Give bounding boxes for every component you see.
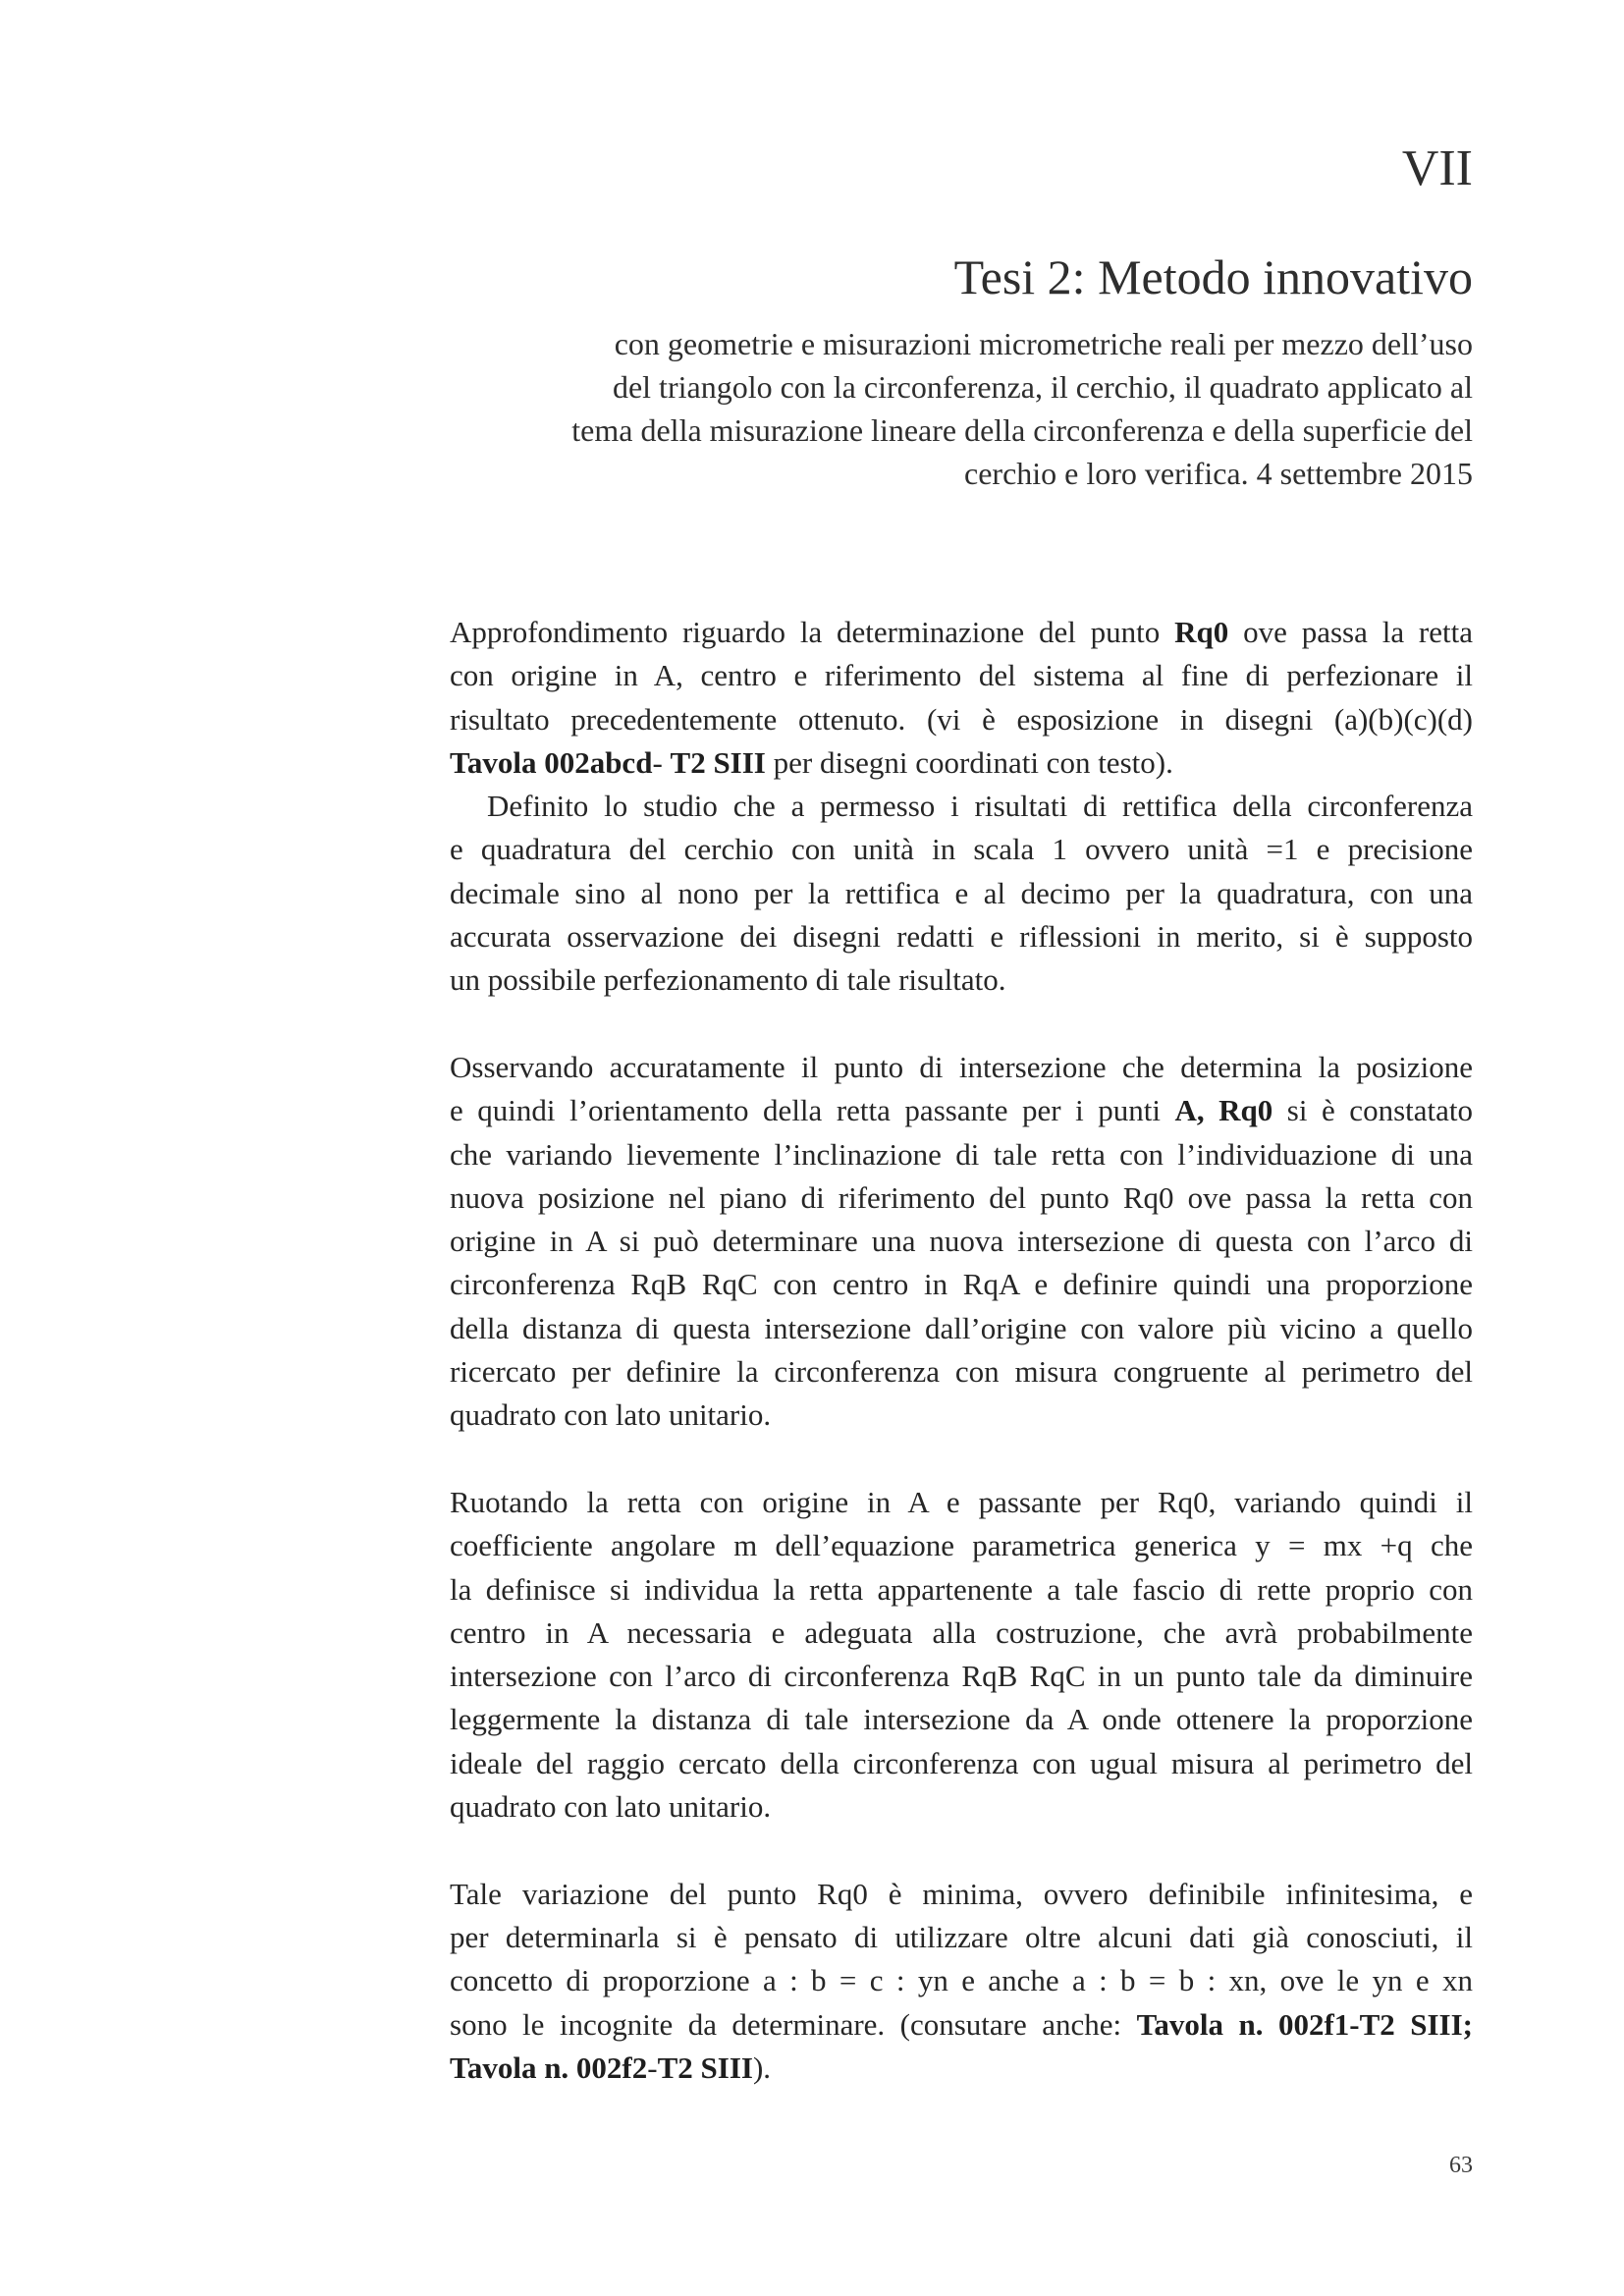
text-segment: risultato precedentemente ottenuto. (vi è esposizione in disegni (a)(b)(c)(d) — [450, 701, 1473, 737]
text-line — [450, 1307, 1473, 1350]
text-line — [450, 1394, 1473, 1437]
text-line — [450, 1742, 1473, 1785]
paragraph — [450, 1481, 1473, 1829]
text-line — [450, 1873, 1473, 1916]
text-line — [450, 785, 1473, 828]
text-segment: che variando lievemente l’inclinazione di tale retta con l’individuazione di una — [450, 1136, 1473, 1172]
text-line — [450, 1524, 1473, 1567]
paragraph-gap — [450, 1829, 1473, 1872]
text-line — [450, 2003, 1473, 2047]
paragraph — [450, 785, 1473, 1002]
text-segment: circonferenza RqB RqC con centro in RqA e definire quindi una proporzione — [450, 1267, 1473, 1302]
text-line — [450, 1481, 1473, 1524]
text-segment: concetto di proporzione a : b = c : yn e anche a : b = b : xn, ove le yn e xn — [450, 1963, 1473, 1998]
text-line — [450, 1263, 1473, 1306]
body-text — [450, 611, 1473, 2090]
text-line — [450, 1785, 1473, 1829]
bold-text: Tavola 002abcd — [450, 744, 653, 780]
bold-text: Tavola n. 002f1-T2 SIII; — [1136, 2006, 1473, 2042]
subtitle-line: tema della misurazione lineare della circonferenza e della superficie del — [571, 412, 1473, 448]
text-segment: sono le incognite da determinare. (consutare anche: — [450, 2006, 1137, 2042]
text-line — [450, 828, 1473, 871]
text-segment: per determinarla si è pensato di utilizzare oltre alcuni dati già conosciuti, il — [450, 1919, 1473, 1954]
text-segment: ove passa la retta — [1228, 615, 1473, 649]
text-segment: - — [647, 2050, 658, 2085]
subtitle-line: del triangolo con la circonferenza, il cerchio, il quadrato applicato al — [612, 369, 1473, 405]
text-line — [450, 1046, 1473, 1089]
text-segment: centro in A necessaria e adeguata alla costruzione, che avrà probabilmente — [450, 1614, 1473, 1650]
chapter-title: Tesi 2: Metodo innovativo — [953, 249, 1473, 304]
text-segment: ricercato per definire la circonferenza con misura congruente al perimetro del — [450, 1354, 1473, 1390]
text-line — [450, 1916, 1473, 1959]
text-segment: coefficiente angolare m dell’equazione parametrica generica y = mx +q che — [450, 1528, 1473, 1563]
text-segment: la definisce si individua la retta appartenente a tale fascio di rette proprio con — [450, 1571, 1473, 1607]
paragraph — [450, 611, 1473, 785]
text-segment: con origine in A, centro e riferimento del sistema al fine di perfezionare il — [450, 658, 1473, 693]
text-segment: Tale variazione del punto Rq0 è minima, ovvero definibile infinitesima, e — [450, 1876, 1473, 1911]
text-segment: intersezione con l’arco di circonferenza RqB RqC in un punto tale da diminuire — [450, 1659, 1473, 1694]
text-segment: ideale del raggio cercato della circonferenza con ugual misura al perimetro del — [450, 1745, 1473, 1780]
page-number: 63 — [1449, 2153, 1473, 2178]
text-segment: Ruotando la retta con origine in A e passante per Rq0, variando quindi il — [450, 1484, 1473, 1519]
text-line — [450, 1176, 1473, 1220]
text-line — [450, 1612, 1473, 1655]
bold-text: T2 SIII — [670, 744, 766, 780]
text-segment: - — [652, 744, 671, 780]
text-line — [450, 1959, 1473, 2002]
bold-text: A, Rq0 — [1174, 1093, 1273, 1128]
text-segment: Osservando accuratamente il punto di intersezione che determina la posizione — [450, 1049, 1473, 1084]
text-line — [450, 611, 1473, 654]
paragraph — [450, 1046, 1473, 1438]
bold-text: T2 SIII — [657, 2050, 753, 2085]
text-line — [450, 741, 1473, 785]
text-segment: decimale sino al nono per la rettifica e al decimo per la quadratura, con una — [450, 875, 1473, 910]
text-segment: Definito lo studio che a permesso i risultati di rettifica della circonferenza — [487, 789, 1473, 824]
text-segment: quadrato con lato unitario. — [450, 1397, 772, 1433]
subtitle-line: con geometrie e misurazioni micrometriche reali per mezzo dell’uso — [614, 326, 1473, 361]
text-segment: un possibile perfezionamento di tale risultato. — [450, 962, 1006, 998]
text-segment: origine in A si può determinare una nuova intersezione di questa con l’arco di — [450, 1224, 1473, 1259]
text-line — [450, 1568, 1473, 1612]
text-segment: e quindi l’orientamento della retta passante per i punti — [450, 1093, 1175, 1128]
text-segment: accurata osservazione dei disegni redatti e riflessioni in merito, si è supposto — [450, 919, 1473, 955]
text-segment: quadrato con lato unitario. — [450, 1789, 772, 1825]
text-segment: si è constatato — [1272, 1093, 1473, 1128]
subtitle-line: cerchio e loro verifica. 4 settembre 2015 — [964, 456, 1473, 491]
text-line — [450, 654, 1473, 697]
paragraph-gap — [450, 1438, 1473, 1481]
text-line — [450, 1220, 1473, 1263]
text-line — [450, 1350, 1473, 1394]
bold-text: Rq0 — [1174, 615, 1229, 649]
text-line — [450, 698, 1473, 741]
text-line — [450, 915, 1473, 958]
text-segment: Approfondimento riguardo la determinazione del punto — [450, 615, 1175, 649]
text-line — [450, 1655, 1473, 1698]
text-segment: della distanza di questa intersezione dall’origine con valore più vicino a quello — [450, 1310, 1473, 1345]
text-line — [450, 1133, 1473, 1176]
text-line — [450, 1089, 1473, 1132]
text-line — [450, 1698, 1473, 1741]
text-line — [450, 958, 1473, 1002]
text-line — [450, 872, 1473, 915]
text-segment: ). — [752, 2050, 772, 2085]
chapter-subtitle — [432, 322, 1473, 495]
text-segment: leggermente la distanza di tale intersezione da A onde ottenere la proporzione — [450, 1702, 1473, 1737]
text-line — [450, 2047, 1473, 2090]
text-segment: per disegni coordinati con testo). — [765, 744, 1173, 780]
bold-text: Tavola n. 002f2 — [450, 2050, 648, 2085]
chapter-number: VII — [1401, 140, 1473, 196]
paragraph — [450, 1873, 1473, 2090]
paragraph-gap — [450, 1003, 1473, 1046]
text-segment: e quadratura del cerchio con unità in scala 1 ovvero unità =1 e precisione — [450, 832, 1473, 867]
text-segment: nuova posizione nel piano di riferimento del punto Rq0 ove passa la retta con — [450, 1179, 1473, 1215]
